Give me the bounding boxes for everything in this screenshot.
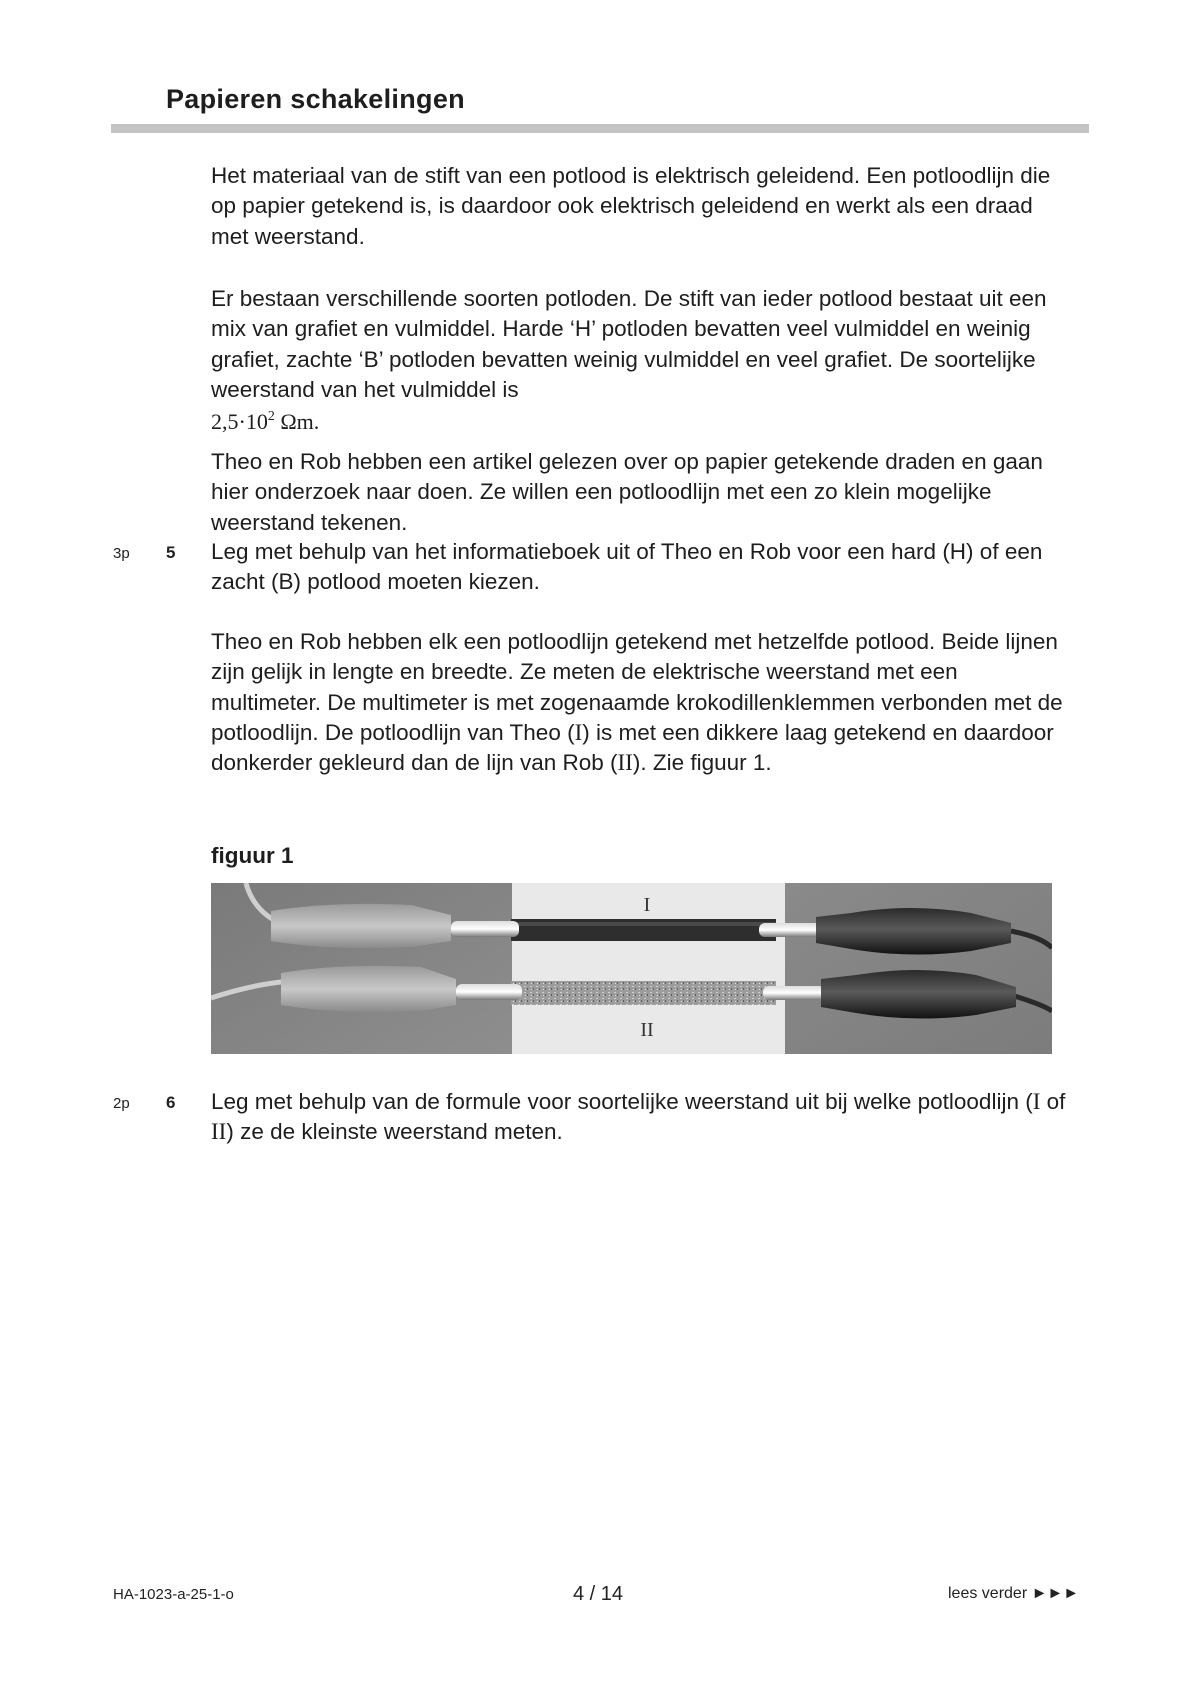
q6-text-mid: of [1040, 1089, 1066, 1114]
question-5-text: Leg met behulp van het informatieboek uit of Theo en Rob voor een hard (H) of een zacht (B) potlood moeten kiezen. [211, 539, 1043, 595]
q6-text-end: ) ze de kleinste weerstand meten. [226, 1119, 563, 1145]
context-roman-1: I [574, 719, 583, 745]
context-text-mid: ) is met een dikkere laag getekend en daardoor donkerder gekleurd dan de lijn van Rob ( [211, 719, 1054, 776]
intro-block [211, 161, 1071, 252]
exam-code: HA-1023-a-25-1-o [113, 1586, 234, 1603]
clip-grey-top [271, 904, 451, 948]
measurement-block [211, 627, 1071, 778]
formula-exponent: 2 [267, 409, 275, 425]
title-divider [111, 124, 1089, 133]
context-text-start: Theo en Rob hebben elk een potloodlijn getekend met hetzelfde potlood. Beide lijnen zijn gelijk in lengte en breedte. Ze meten de elektrische weerstand met een multimeter. De multimeter is met zogenaamde krokodillenklemmen verbonden met de potloodlijn. De potloodlijn van Theo ( [211, 629, 1063, 745]
context-text-end: ). Zie figuur 1. [632, 750, 772, 776]
question-5-number: 5 [166, 543, 176, 562]
q6-text-start: Leg met behulp van de formule voor soortelijke weerstand uit bij welke potloodlijn ( [211, 1089, 1033, 1114]
q6-roman-1: I [1032, 1089, 1041, 1114]
figure-label: figuur 1 [211, 843, 294, 868]
question-6-text [211, 1087, 1071, 1148]
q6-roman-2: II [211, 1119, 227, 1145]
figure-photo [211, 883, 1052, 1054]
section-title: Papieren schakelingen [166, 84, 465, 114]
page-number: 4 / 14 [573, 1583, 624, 1605]
line-label-II: II [640, 1019, 654, 1041]
formula-unit: Ωm. [274, 409, 320, 435]
intro-paragraph-2: Er bestaan verschillende soorten potloden. De stift van ieder potlood bestaat uit een mix van grafiet en vulmiddel. Harde ‘H’ potloden bevatten veel vulmiddel en weinig grafiet, zachte ‘B’ potloden bevatten weinig vulmiddel en veel grafiet. De soortelijke weerstand van het vulmiddel is [211, 286, 1047, 402]
resistivity-formula [211, 407, 1071, 437]
continue-indicator: lees verder ►►► [948, 1585, 1080, 1602]
question-5-points: 3p [113, 545, 130, 562]
context-paragraph [211, 627, 1071, 778]
line-label-I: I [643, 894, 651, 916]
question-5-block [211, 537, 1071, 598]
metal-tip-left-top [451, 921, 519, 937]
intro-paragraph-1: Het materiaal van de stift van een potlood is elektrisch geleidend. Een potloodlijn die op papier getekend is, is daardoor ook elektrisch geleidend en werkt als een draad met weerstand. [211, 163, 1051, 249]
formula-base: 2,5·10 [211, 409, 268, 435]
pencil-types-block [211, 284, 1071, 437]
metal-tip-right-top [759, 923, 821, 937]
question-6-number: 6 [166, 1093, 176, 1112]
pencil-line-II [511, 981, 776, 1005]
question-6-points: 2p [113, 1095, 130, 1112]
clip-grey-bottom [281, 966, 456, 1012]
intro-paragraph-3: Theo en Rob hebben een artikel gelezen over op papier getekende draden en gaan hier onderzoek naar doen. Ze willen een potloodlijn met een zo klein mogelijke weerstand tekenen. [211, 449, 1043, 535]
metal-tip-left-bottom [456, 984, 522, 1000]
context-roman-2: II [617, 750, 633, 776]
question-6-block [211, 1087, 1071, 1148]
metal-tip-right-bottom [763, 986, 825, 1000]
research-block [211, 447, 1071, 538]
